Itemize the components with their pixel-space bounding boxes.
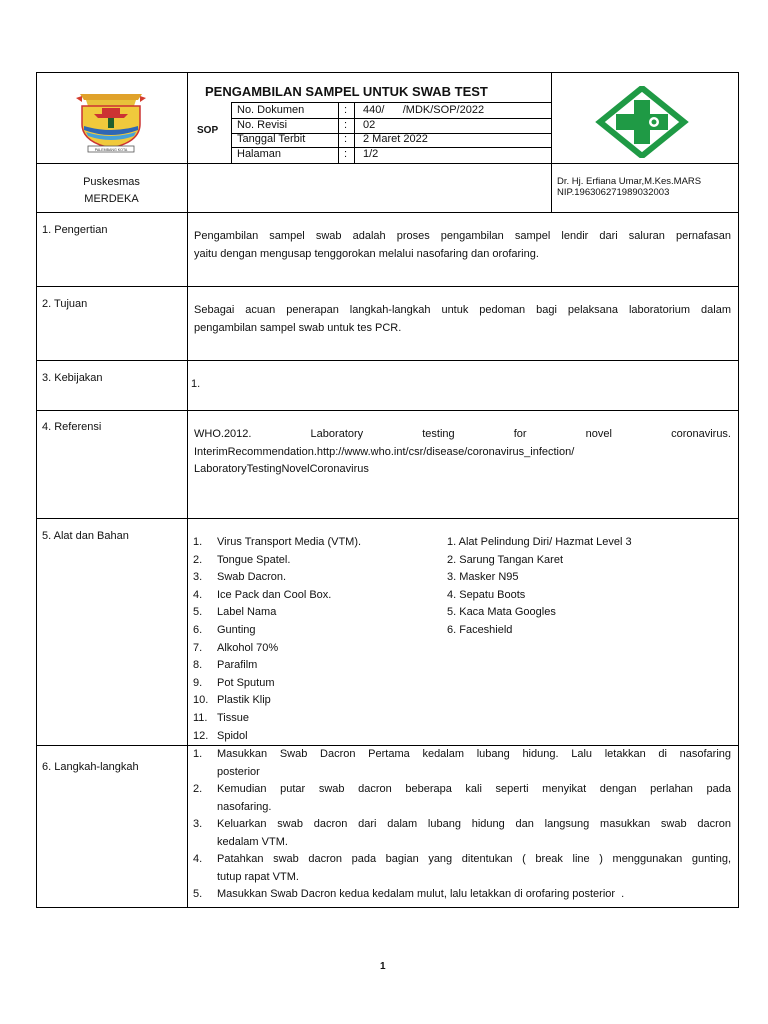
tujuan-line: Sebagai acuan penerapan langkah-langkah untuk pedoman bagi pelaksana laboratorium dalam — [194, 304, 731, 316]
list-item: 12. Spidol — [193, 729, 248, 742]
doc-number-sep: : — [344, 104, 348, 116]
svg-text:PALEMBANG KOTA: PALEMBANG KOTA — [94, 147, 128, 152]
org-name-line2: MERDEKA — [84, 193, 139, 205]
list-item: 10. Plastik Klip — [193, 694, 271, 707]
list-item: 3. Masker N95 — [447, 571, 519, 584]
step-item: 2. Kemudian putar swab dacron beberapa kali seperti menyikat dengan perlahan pada nasofaring. — [193, 783, 731, 813]
pengertian-line: yaitu dengan mengusap tenggorokan melalui nasofaring dan orofaring. — [194, 247, 539, 260]
list-item: 6. Gunting — [193, 623, 256, 636]
langkah-steps — [193, 746, 731, 904]
page-number: 1 — [380, 961, 386, 972]
list-item: 8. Parafilm — [193, 659, 258, 672]
tujuan-line: pengambilan sampel swab untuk tes PCR. — [194, 321, 402, 334]
referensi-line: LaboratoryTestingNovelCoronavirus — [194, 463, 369, 475]
section-label-referensi: 4. Referensi — [42, 421, 102, 433]
list-item: 2. Tongue Spatel. — [193, 553, 291, 566]
referensi-text — [194, 426, 731, 479]
list-item: 11. Tissue — [193, 711, 249, 724]
referensi-line: WHO.2012. Laboratory testing for novel coronavirus. — [194, 428, 731, 440]
list-item: 5. Label Nama — [193, 606, 277, 619]
section-label-pengertian: 1. Pengertian — [42, 224, 108, 236]
list-item: 4. Sepatu Boots — [447, 588, 526, 601]
list-item: 7. Alkohol 70% — [193, 641, 279, 654]
step-item: 5. Masukkan Swab Dacron kedua kedalam mulut, lalu letakkan di orofaring posterior . — [193, 888, 625, 900]
pengertian-text — [194, 228, 731, 263]
page-label: Halaman — [237, 148, 282, 160]
kebijakan-text: 1. — [191, 378, 201, 390]
list-item: 4. Ice Pack dan Cool Box. — [193, 588, 332, 601]
doc-number-label: No. Dokumen — [237, 104, 305, 116]
section-label-kebijakan: 3. Kebijakan — [42, 372, 103, 384]
signer-nip: NIP.196306271989032003 — [557, 187, 670, 198]
tujuan-text — [194, 302, 731, 337]
issue-date-sep: : — [344, 133, 348, 145]
step-item: 3. Keluarkan swab dacron dari dalam lubang hidung dan langsung masukkan swab dacron kedalam VTM. — [193, 818, 731, 848]
issue-date-label: Tanggal Terbit — [237, 133, 306, 145]
puskesmas-cross-logo — [594, 86, 690, 158]
alat-list-left — [193, 534, 433, 745]
pengertian-line: Pengambilan sampel swab adalah proses pengambilan sampel lendir dari saluran pernafasan — [194, 230, 731, 242]
document-title: PENGAMBILAN SAMPEL UNTUK SWAB TEST — [205, 84, 488, 99]
list-item: 1. Alat Pelindung Diri/ Hazmat Level 3 — [447, 536, 632, 548]
step-item: 4. Patahkan swab dacron pada bagian yang ditentukan ( break line ) menggunakan gunting, tutup rapat VTM. — [193, 853, 731, 883]
step-item: 1. Masukkan Swab Dacron Pertama kedalam lubang hidung. Lalu letakkan di nasofaring posterior — [193, 748, 731, 778]
revision-sep: : — [344, 119, 348, 131]
list-item: 1. Virus Transport Media (VTM). — [193, 536, 362, 548]
list-item: 2. Sarung Tangan Karet — [447, 553, 563, 566]
alat-list-right — [447, 534, 727, 640]
list-item: 5. Kaca Mata Googles — [447, 606, 556, 619]
revision-value: 02 — [363, 119, 376, 131]
revision-label: No. Revisi — [237, 119, 288, 131]
doc-number-value: 440/ /MDK/SOP/2022 — [363, 104, 485, 116]
section-label-tujuan: 2. Tujuan — [42, 298, 88, 310]
city-emblem-logo — [72, 84, 150, 156]
page-value: 1/2 — [363, 148, 379, 160]
signer-name: Dr. Hj. Erfiana Umar,M.Kes.MARS — [557, 176, 702, 187]
list-item: 9. Pot Sputum — [193, 676, 275, 689]
list-item: 3. Swab Dacron. — [193, 571, 287, 584]
issue-date-value: 2 Maret 2022 — [363, 133, 428, 145]
sop-label: SOP — [197, 125, 219, 136]
page-sep: : — [344, 148, 348, 160]
referensi-line: InterimRecommendation.http://www.who.int/csr/disease/coronavirus_infection/ — [194, 445, 575, 458]
list-item: 6. Faceshield — [447, 623, 513, 636]
section-label-langkah: 6. Langkah-langkah — [42, 761, 139, 773]
section-label-alat: 5. Alat dan Bahan — [42, 530, 129, 542]
org-name-line1: Puskesmas — [83, 176, 140, 188]
